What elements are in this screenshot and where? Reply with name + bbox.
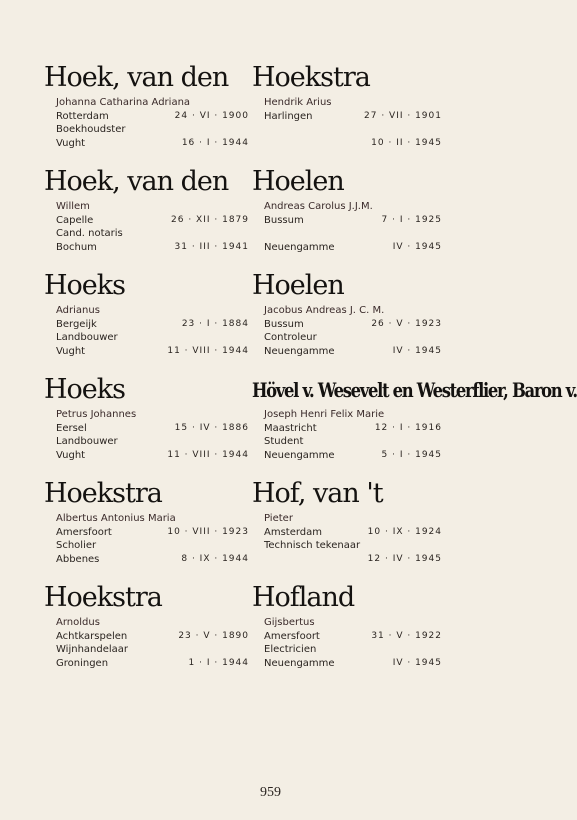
surname-heading: Hoekstra [44, 582, 162, 613]
death-date: 16 · I · 1944 [181, 137, 249, 148]
occupation-row [252, 227, 482, 241]
entry [252, 166, 482, 270]
surname-heading: Hoeks [44, 270, 125, 301]
death-row [44, 137, 249, 151]
surname-heading: Hövel v. Wesevelt en Westerflier, Baron v. [252, 378, 577, 402]
birth-row [252, 318, 482, 332]
surname-heading: Hoelen [252, 166, 344, 197]
death-place: Abbenes [56, 553, 100, 565]
birth-place: Maastricht [264, 422, 317, 434]
death-place: Vught [56, 449, 86, 461]
birth-place: Amsterdam [264, 526, 323, 538]
birth-place: Achtkarspelen [56, 630, 128, 642]
given-names: Adrianus [56, 305, 100, 316]
death-place: Neuengamme [264, 345, 335, 357]
death-row [252, 345, 482, 359]
birth-date: 26 · V · 1923 [371, 318, 442, 329]
right-column [252, 62, 577, 686]
birth-place: Bussum [264, 318, 304, 330]
death-date: 5 · I · 1945 [381, 449, 442, 460]
birth-date: 26 · XII · 1879 [171, 214, 249, 225]
birth-place: Rotterdam [56, 110, 109, 122]
birth-row [44, 630, 249, 644]
occupation-row [44, 227, 249, 241]
surname-heading: Hoekstra [252, 62, 370, 93]
given-names: Joseph Henri Felix Marie [264, 409, 385, 420]
entry [44, 582, 249, 686]
death-date: 1 · I · 1944 [188, 657, 249, 668]
occupation-row [44, 539, 249, 553]
occupation: Scholier [56, 540, 97, 551]
entry [252, 478, 482, 582]
death-place: Bochum [56, 241, 97, 253]
entry [44, 62, 249, 166]
death-row [44, 553, 249, 567]
occupation-row [252, 123, 482, 137]
given-names: Andreas Carolus J.J.M. [264, 201, 373, 212]
occupation-row [252, 331, 482, 345]
surname-heading: Hoekstra [44, 478, 162, 509]
death-date: IV · 1945 [392, 345, 442, 356]
entry [44, 270, 249, 374]
death-place: Vught [56, 137, 86, 149]
birth-date: 12 · I · 1916 [374, 422, 442, 433]
birth-date: 24 · VI · 1900 [174, 110, 249, 121]
occupation: Technisch tekenaar [264, 540, 361, 551]
death-row [252, 241, 482, 255]
entry [44, 166, 249, 270]
occupation: Cand. notaris [56, 228, 123, 239]
death-date: IV · 1945 [392, 241, 442, 252]
birth-date: 23 · V · 1890 [178, 630, 249, 641]
death-date: 31 · III · 1941 [174, 241, 249, 252]
birth-place: Capelle [56, 214, 94, 226]
birth-row [252, 630, 482, 644]
given-names: Willem [56, 201, 90, 212]
death-date: 10 · II · 1945 [371, 137, 442, 148]
birth-date: 7 · I · 1925 [381, 214, 442, 225]
birth-date: 31 · V · 1922 [371, 630, 442, 641]
surname-heading: Hofland [252, 582, 355, 613]
entry [252, 270, 482, 374]
entry [44, 478, 249, 582]
birth-row [252, 110, 482, 124]
birth-date: 15 · IV · 1886 [174, 422, 249, 433]
given-names: Johanna Catharina Adriana [56, 97, 191, 108]
entry [252, 582, 482, 686]
death-date: 11 · VIII · 1944 [167, 449, 249, 460]
occupation-row [252, 539, 482, 553]
birth-date: 23 · I · 1884 [181, 318, 249, 329]
death-place: Neuengamme [264, 657, 335, 669]
birth-place: Bussum [264, 214, 304, 226]
occupation: Boekhoudster [56, 124, 126, 135]
birth-row [44, 422, 249, 436]
death-date: 11 · VIII · 1944 [167, 345, 249, 356]
death-row [252, 657, 482, 671]
birth-date: 10 · VIII · 1923 [167, 526, 249, 537]
occupation: Wijnhandelaar [56, 644, 129, 655]
birth-date: 10 · IX · 1924 [367, 526, 442, 537]
surname-heading: Hoeks [44, 374, 125, 405]
death-place: Vught [56, 345, 86, 357]
death-place: Neuengamme [264, 449, 335, 461]
death-date: IV · 1945 [392, 657, 442, 668]
page-number: 959 [260, 785, 281, 800]
occupation: Student [264, 436, 304, 447]
occupation-row [252, 643, 482, 657]
given-names: Albertus Antonius Maria [56, 513, 176, 524]
occupation-row [44, 331, 249, 345]
birth-date: 27 · VII · 1901 [364, 110, 442, 121]
occupation: Landbouwer [56, 436, 118, 447]
death-row [44, 345, 249, 359]
death-row [44, 449, 249, 463]
death-row [252, 137, 482, 151]
occupation-row [44, 643, 249, 657]
entry [252, 62, 482, 166]
surname-heading: Hof, van 't [252, 478, 383, 509]
birth-row [252, 526, 482, 540]
surname-heading: Hoek, van den [44, 166, 229, 197]
death-date: 8 · IX · 1944 [181, 553, 249, 564]
death-row [252, 553, 482, 567]
occupation: Electricien [264, 644, 317, 655]
birth-row [44, 318, 249, 332]
birth-row [44, 526, 249, 540]
occupation-row [44, 123, 249, 137]
birth-place: Harlingen [264, 110, 313, 122]
left-column [44, 62, 249, 686]
birth-place: Amersfoort [264, 630, 320, 642]
death-row [44, 657, 249, 671]
given-names: Petrus Johannes [56, 409, 137, 420]
given-names: Hendrik Arius [264, 97, 332, 108]
death-place: Neuengamme [264, 241, 335, 253]
occupation: Controleur [264, 332, 317, 343]
occupation-row [44, 435, 249, 449]
birth-row [44, 214, 249, 228]
given-names: Gijsbertus [264, 617, 315, 628]
death-row [44, 241, 249, 255]
birth-place: Amersfoort [56, 526, 112, 538]
occupation-row [252, 435, 482, 449]
given-names: Jacobus Andreas J. C. M. [264, 305, 385, 316]
given-names: Arnoldus [56, 617, 100, 628]
death-row [252, 449, 482, 463]
occupation: Landbouwer [56, 332, 118, 343]
birth-row [252, 214, 482, 228]
death-date: 12 · IV · 1945 [367, 553, 442, 564]
birth-place: Bergeijk [56, 318, 97, 330]
birth-place: Eersel [56, 422, 87, 434]
death-place: Groningen [56, 657, 109, 669]
entry [252, 374, 577, 478]
birth-row [252, 422, 482, 436]
birth-row [44, 110, 249, 124]
surname-heading: Hoek, van den [44, 62, 229, 93]
entry [44, 374, 249, 478]
surname-heading: Hoelen [252, 270, 344, 301]
given-names: Pieter [264, 513, 293, 524]
